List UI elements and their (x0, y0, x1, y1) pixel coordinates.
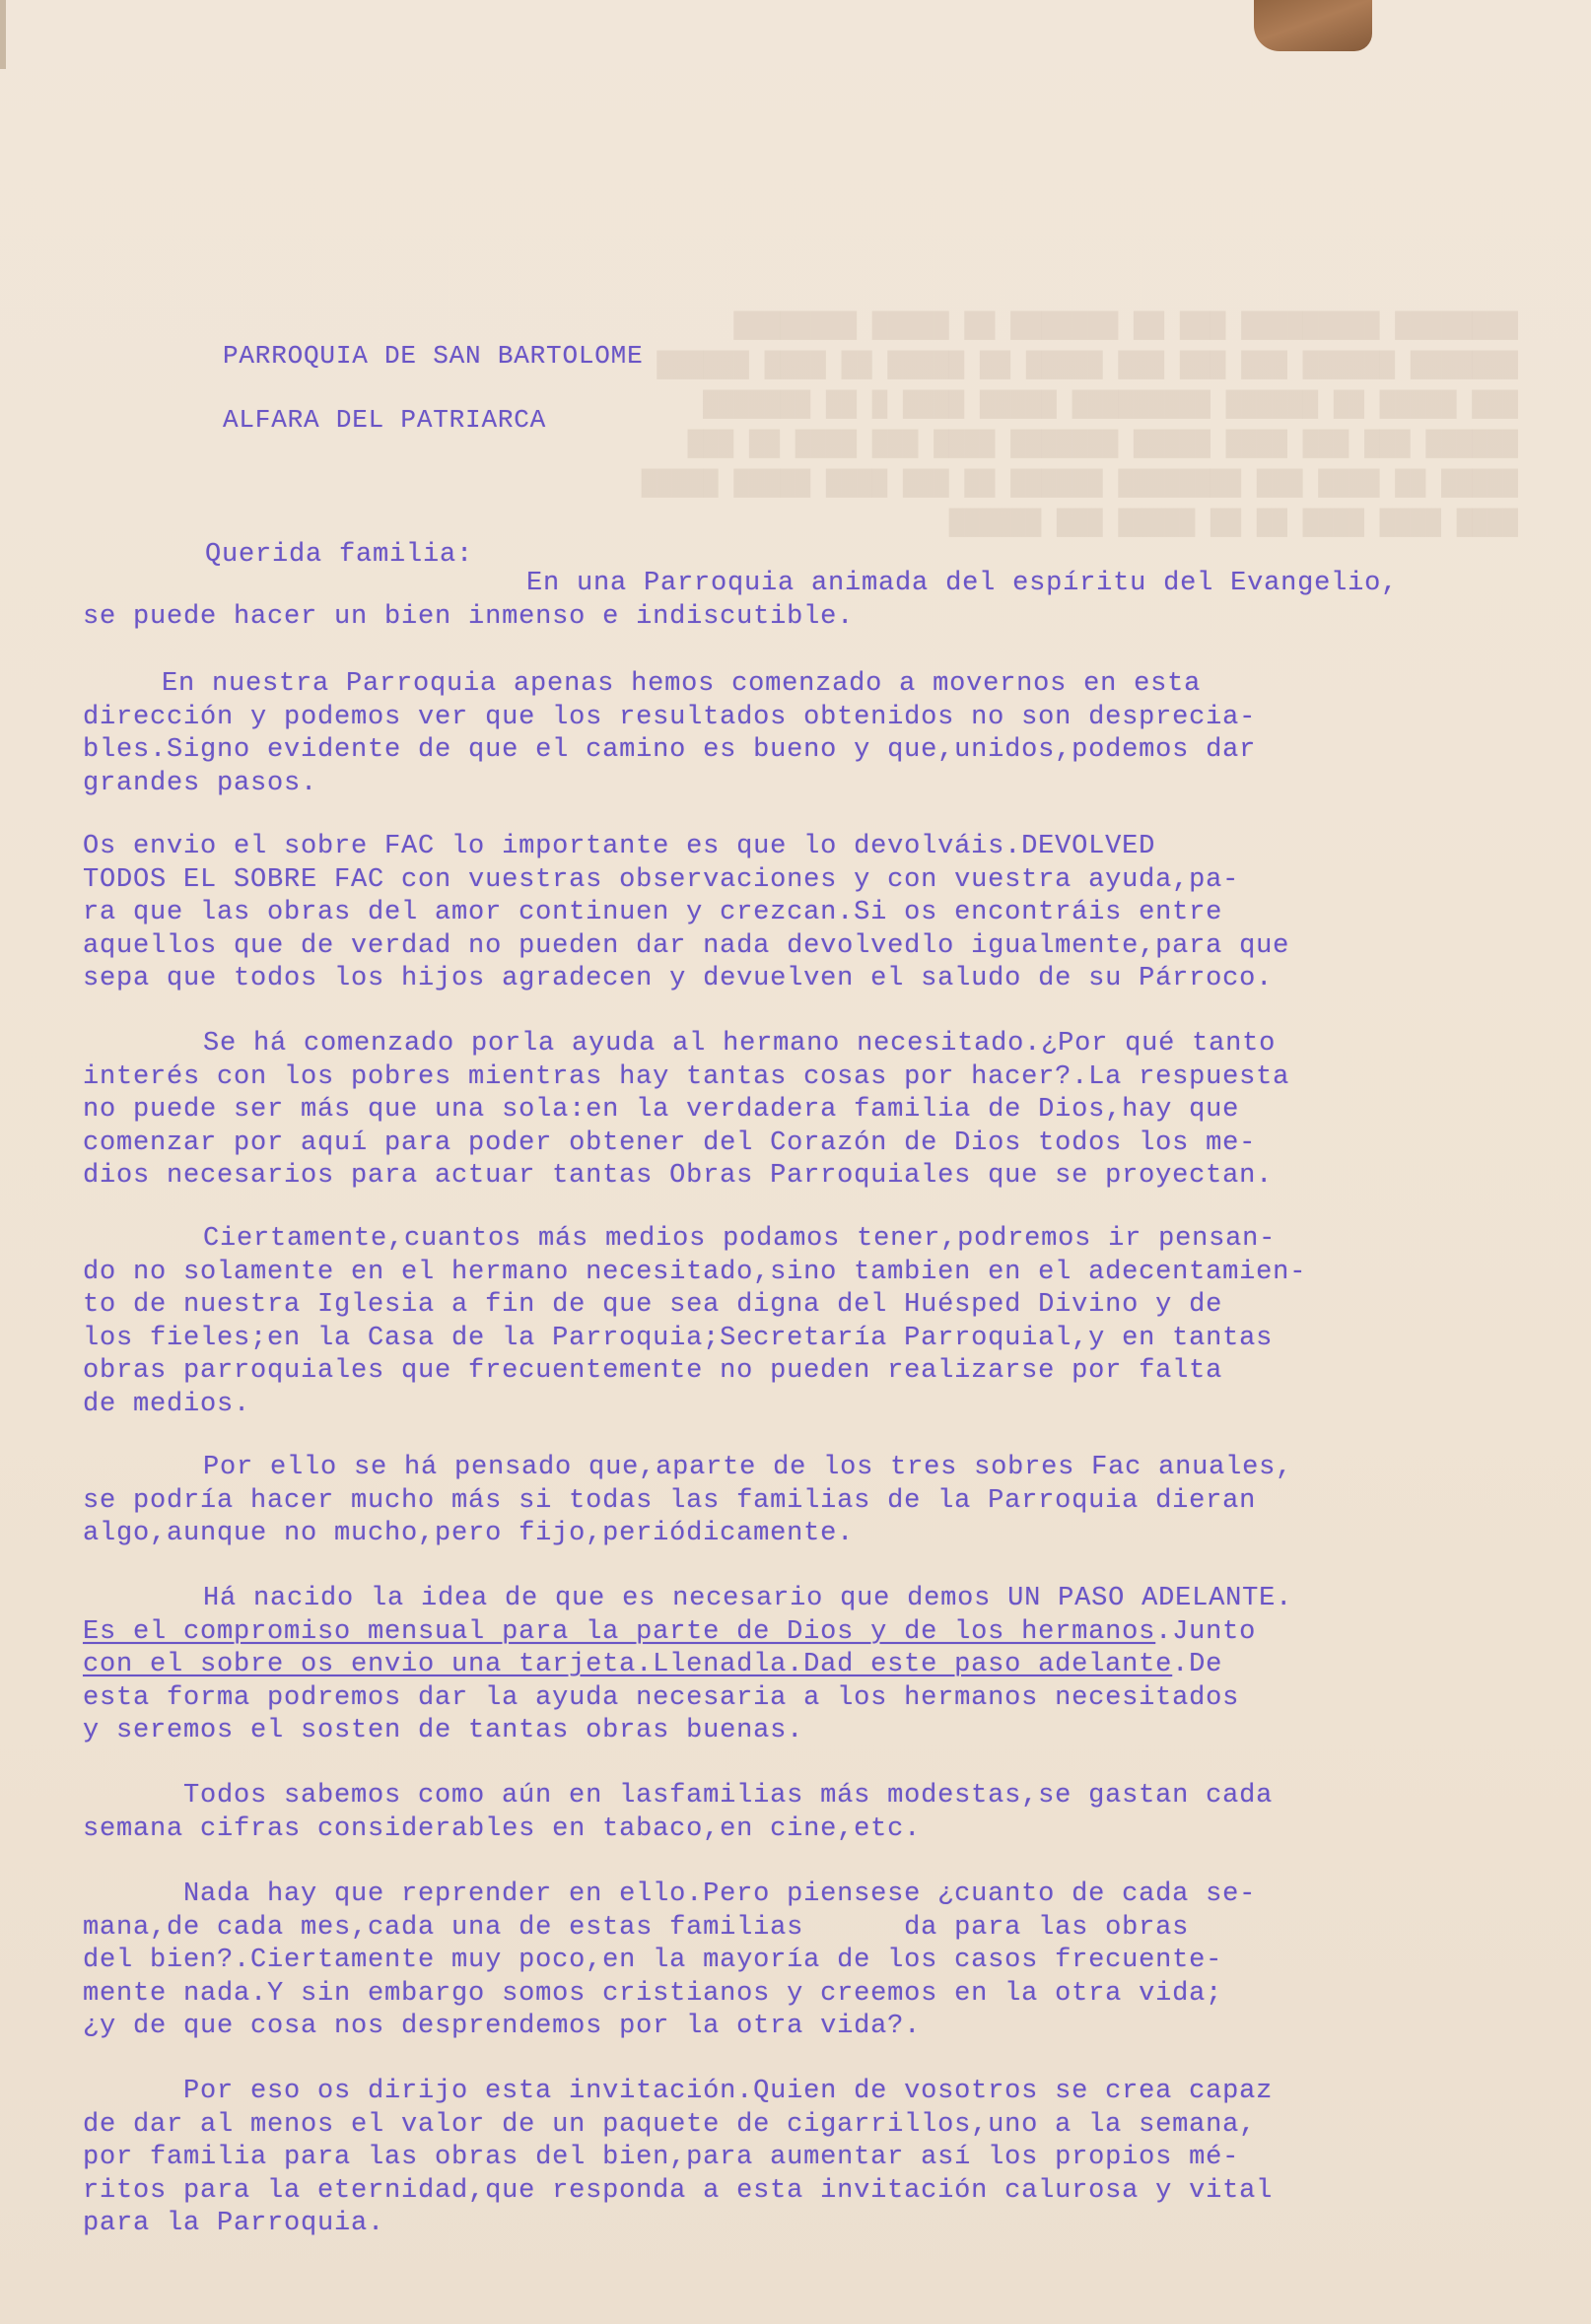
paragraph-line: mente nada.Y sin embargo somos cristianos y creemos en la otra vida; (83, 1978, 1223, 2009)
underlined-card-text: con el sobre os envio una tarjeta.Llenadla.Dad este paso adelante (83, 1650, 1173, 1679)
line-continuation: .De (1172, 1650, 1223, 1679)
paragraph-line: grandes pasos. (83, 768, 318, 798)
paragraph-line: TODOS EL SOBRE FAC con vuestras observaciones y con vuestra ayuda,pa- (83, 864, 1240, 895)
line-continuation: .Junto (1155, 1616, 1257, 1647)
paragraph-7 (83, 1583, 1292, 1748)
paragraph-line: los fieles;en la Casa de la Parroquia;Secretaría Parroquial,y en tantas (83, 1323, 1274, 1353)
paragraph-line: esta forma podremos dar la ayuda necesaria a los hermanos necesitados (83, 1682, 1240, 1713)
paragraph-line: dios necesarios para actuar tantas Obras Parroquiales que se proyectan. (83, 1161, 1274, 1191)
paragraph-line: Ciertamente,cuantos más medios podamos tener,podremos ir pensan- (203, 1224, 1277, 1254)
paragraph-line: para la Parroquia. (83, 2209, 385, 2238)
paragraph-4 (83, 1028, 1289, 1194)
paragraph-line: del bien?.Ciertamente muy poco,en la mayoría de los casos frecuente- (83, 1946, 1223, 1975)
paragraph-line: y seremos el sosten de tantas obras buenas. (83, 1716, 804, 1745)
paragraph-2 (83, 668, 1256, 800)
paragraph-line: se puede hacer un bien inmenso e indiscutible. (83, 601, 855, 632)
paragraph-9 (83, 1879, 1256, 2044)
paragraph-line: de medios. (83, 1389, 251, 1419)
paragraph-line: Por eso os dirijo esta invitación.Quien de vosotros se crea capaz (183, 2077, 1274, 2106)
paragraph-line: mana,de cada mes,cada una de estas familias da para las obras (83, 1912, 1190, 1943)
paragraph-1 (83, 568, 1398, 634)
paragraph-line (83, 1649, 1292, 1682)
paragraph-line: de dar al menos el valor de un paquete de cigarrillos,uno a la semana, (83, 2109, 1257, 2140)
paragraph-line: se podría hacer mucho más si todas las familias de la Parroquia dieran (83, 1485, 1257, 1516)
paragraph-line: comenzar por aquí para poder obtener del Corazón de Dios todos los me- (83, 1128, 1257, 1158)
paragraph-line: Por ello se há pensado que,aparte de los tres sobres Fac anuales, (203, 1453, 1293, 1482)
paragraph-line: Há nacido la idea de que es necesario que demos UN PASO ADELANTE. (203, 1584, 1293, 1613)
paragraph-line: ra que las obras del amor continuen y crezcan.Si os encontráis entre (83, 898, 1223, 927)
salutation: Querida familia: (205, 540, 474, 570)
parish-name-heading: PARROQUIA DE SAN BARTOLOME (223, 341, 644, 371)
paragraph-line: semana cifras considerables en tabaco,en cine,etc. (83, 1813, 922, 1844)
town-heading: ALFARA DEL PATRIARCA (223, 405, 547, 435)
paragraph-line: to de nuestra Iglesia a fin de que sea digna del Huésped Divino y de (83, 1290, 1223, 1320)
paragraph-line: do no solamente en el hermano necesitado,sino tambien en el adecentamien- (83, 1257, 1307, 1287)
paragraph-10 (83, 2076, 1273, 2241)
paragraph-line: Nada hay que reprender en ello.Pero piensese ¿cuanto de cada se- (183, 1880, 1257, 1909)
paragraph-line: por familia para las obras del bien,para aumentar así los propios mé- (83, 2143, 1240, 2172)
paragraph-3 (83, 831, 1289, 996)
paragraph-line: En una Parroquia animada del espíritu del Evangelio, (526, 569, 1399, 598)
paragraph-line: ¿y de que cosa nos desprendemos por la otra vida?. (83, 2012, 922, 2041)
paragraph-5 (83, 1223, 1306, 1421)
paragraph-line: Os envio el sobre FAC lo importante es que lo devolváis.DEVOLVED (83, 832, 1156, 861)
tape-fragment (1254, 0, 1372, 51)
paper-edge-mark (0, 0, 6, 69)
paragraph-line: En nuestra Parroquia apenas hemos comenzado a movernos en esta (162, 669, 1202, 699)
paragraph-line: Todos sabemos como aún en lasfamilias más modestas,se gastan cada (183, 1781, 1274, 1811)
underlined-commitment-text: Es el compromiso mensual para la parte de Dios y de los hermanos (83, 1616, 1156, 1647)
paragraph-line: algo,aunque no mucho,pero fijo,periódicamente. (83, 1519, 855, 1548)
paragraph-line: aquellos que de verdad no pueden dar nada devolvedlo igualmente,para que (83, 930, 1290, 961)
paragraph-line: bles.Signo evidente de que el camino es bueno y que,unidos,podemos dar (83, 735, 1257, 765)
paragraph-line: no puede ser más que una sola:en la verdadera familia de Dios,hay que (83, 1095, 1240, 1125)
paragraph-line: ritos para la eternidad,que responda a esta invitación calurosa y vital (83, 2175, 1274, 2206)
paragraph-6 (83, 1452, 1292, 1551)
paragraph-line (83, 1616, 1292, 1650)
paragraph-line: obras parroquiales que frecuentemente no pueden realizarse por falta (83, 1356, 1223, 1386)
paragraph-8 (83, 1780, 1273, 1846)
paragraph-line: Se há comenzado porla ayuda al hermano necesitado.¿Por qué tanto (203, 1029, 1277, 1059)
paragraph-line: sepa que todos los hijos agradecen y devuelven el saludo de su Párroco. (83, 964, 1274, 993)
paragraph-line: interés con los pobres mientras hay tantas cosas por hacer?.La respuesta (83, 1061, 1290, 1092)
paragraph-line: dirección y podemos ver que los resultados obtenidos no son desprecia- (83, 702, 1257, 732)
